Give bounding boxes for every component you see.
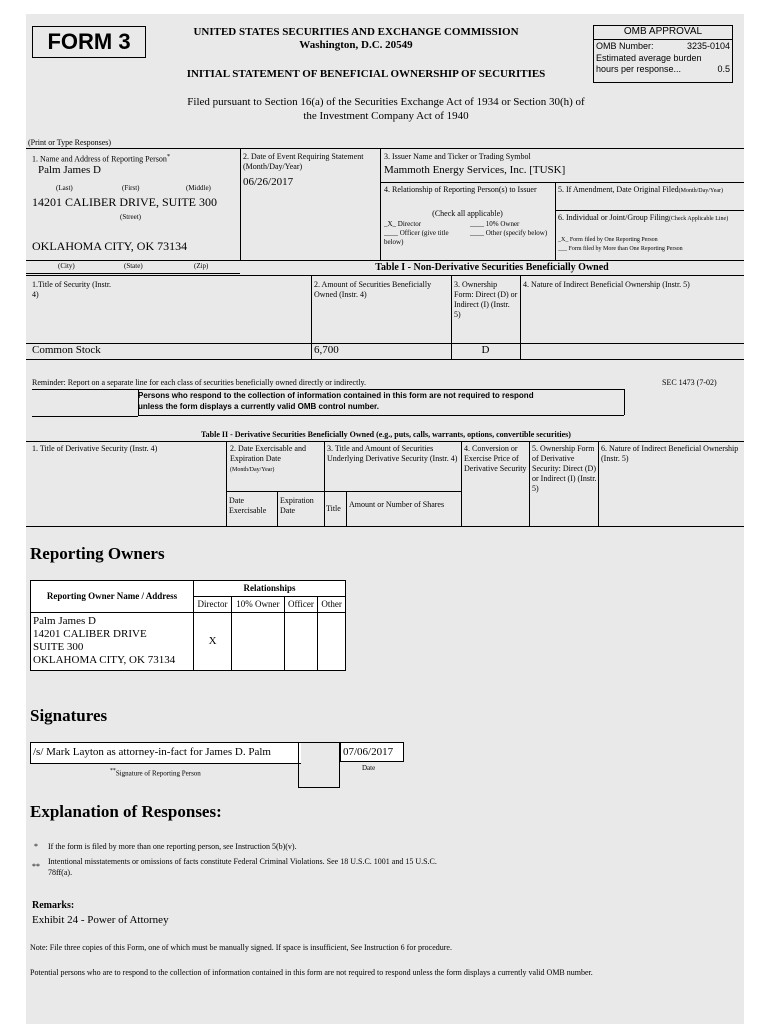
table2-col-expiration-date: Expiration Date — [280, 496, 314, 515]
omb-approval-box — [593, 25, 733, 83]
ro-owner-city: OKLAHOMA CITY, OK 73134 — [33, 654, 176, 666]
table1-row-form: D — [481, 344, 490, 356]
reminder-text: Reminder: Report on a separate line for each class of securities beneficially owned directly or indirectly. — [32, 378, 367, 387]
note1-mark: * — [34, 842, 38, 851]
table2-col-ownership: 5. Ownership Form of Derivative Security: Direct (D) or Indirect (I) (Instr. 5) — [532, 444, 597, 493]
table2-title: Table II - Derivative Securities Beneficially Owned (e.g., puts, calls, warrants, options, convertible securities) — [201, 430, 571, 439]
signature-label-mark: ** — [110, 768, 116, 774]
ro-officer-value — [284, 613, 318, 671]
state-label: (State) — [124, 262, 143, 270]
table1-row-title: Common Stock — [32, 344, 101, 356]
ro-relationships-header: Relationships — [194, 581, 346, 597]
table1-col-amount: 2. Amount of Securities Beneficially Owned (Instr. 4) — [314, 280, 432, 299]
omb-hours-value: 0.5 — [717, 64, 730, 74]
filed-pursuant-line-1: Filed pursuant to Section 16(a) of the Securities Exchange Act of 1934 or Section 30(h) of — [187, 96, 585, 108]
ro-owner-name: Palm James D — [33, 615, 96, 627]
amendment-sub: (Month/Day/Year) — [678, 188, 724, 194]
agency-location: Washington, D.C. 20549 — [299, 39, 413, 51]
last-name-label: (Last) — [56, 184, 73, 192]
first-name-label: (First) — [122, 184, 140, 192]
table2-col-amount-shares: Amount or Number of Shares — [349, 500, 445, 509]
persons-notice-line-1: Persons who respond to the collection of information contained in this form are not required to respond — [138, 391, 534, 400]
form-title: INITIAL STATEMENT OF BENEFICIAL OWNERSHIP OF SECURITIES — [186, 68, 546, 80]
issuer-label: 3. Issuer Name and Ticker or Trading Symbol — [384, 152, 531, 161]
table1-title: Table I - Non-Derivative Securities Beneficially Owned — [375, 262, 609, 273]
signatures-heading: Signatures — [30, 706, 108, 725]
omb-number-row — [594, 40, 732, 53]
file-copies-note: Note: File three copies of this Form, one of which must be manually signed. If space is insufficient, See Instruction 6 for procedure. — [30, 943, 452, 952]
omb-number-value: 3235-0104 — [686, 41, 730, 51]
potential-persons-note: Potential persons who are to respond to the collection of information contained in this form are not required to respond unless the form displays a currently valid OMB number. — [30, 968, 593, 977]
signature-label — [110, 767, 201, 778]
form-page — [26, 14, 744, 1024]
table1-row-amount: 6,700 — [314, 344, 339, 356]
amendment-label-text: 5. If Amendment, Date Original Filed — [558, 185, 679, 194]
form-label: FORM 3 — [32, 26, 146, 58]
director-check: _X_ Director — [384, 220, 422, 228]
reporting-owners-table — [30, 580, 346, 671]
city-label: (City) — [58, 262, 75, 270]
reporting-person-name: Palm James D — [38, 164, 101, 176]
ro-owner-suite: SUITE 300 — [33, 641, 84, 653]
zip-label: (Zip) — [194, 262, 209, 270]
ro-ten-pct-value — [232, 613, 285, 671]
ro-director-value: X — [194, 613, 232, 671]
ro-col-name: Reporting Owner Name / Address — [31, 581, 194, 613]
table2-col-nature: 6. Nature of Indirect Beneficial Ownership (Instr. 5) — [601, 444, 739, 463]
note1-text: If the form is filed by more than one reporting person, see Instruction 5(b)(v). — [48, 842, 297, 851]
check-all-applicable: (Check all applicable) — [432, 209, 503, 218]
middle-name-label: (Middle) — [186, 184, 211, 192]
ro-col-other: Other — [318, 597, 346, 613]
street-label: (Street) — [120, 213, 141, 221]
ro-other-value — [318, 613, 346, 671]
note2-text-line-2: 78ff(a). — [48, 868, 73, 877]
table2-col-underlying: 3. Title and Amount of Securities Underlying Derivative Security (Instr. 4) — [327, 444, 458, 463]
filing-type-label — [558, 213, 742, 224]
note2-mark: ** — [32, 862, 40, 871]
officer-check: ____ Officer (give title below) — [384, 229, 449, 246]
print-note: (Print or Type Responses) — [28, 138, 112, 147]
date-label: Date — [362, 764, 376, 772]
reporting-person-label — [32, 152, 170, 165]
sec-code: SEC 1473 (7-02) — [662, 378, 717, 387]
reminder-rule — [32, 389, 138, 417]
ro-owner-street: 14201 CALIBER DRIVE — [33, 628, 147, 640]
signature-box — [298, 742, 340, 788]
signature-date: 07/06/2017 — [340, 742, 404, 762]
signature-field — [30, 742, 301, 764]
filing-type-label-text: 6. Individual or Joint/Group Filing — [558, 213, 669, 222]
ro-col-officer: Officer — [284, 597, 318, 613]
explanation-heading: Explanation of Responses: — [30, 802, 222, 821]
omb-title: OMB APPROVAL — [594, 26, 732, 40]
amendment-label — [558, 185, 742, 196]
omb-hours-row — [594, 64, 732, 75]
omb-burden-label: Estimated average burden — [596, 53, 702, 63]
omb-hours-label: hours per response... — [596, 64, 682, 74]
persons-notice-line-2: unless the form displays a currently valid OMB control number. — [138, 402, 379, 411]
reporting-person-label-mark: * — [166, 153, 171, 160]
table2-col-title: 1. Title of Derivative Security (Instr. 4) — [32, 444, 158, 453]
ro-owner-cell — [31, 613, 194, 671]
reporting-owners-heading: Reporting Owners — [30, 544, 165, 563]
relationship-label: 4. Relationship of Reporting Person(s) to Issuer — [384, 185, 537, 194]
multiple-reporting-persons-option: ___ Form filed by More than One Reporting Person — [558, 246, 683, 252]
table2-col-dates-sub: (Month/Day/Year) — [230, 467, 275, 473]
table1-col-title: 1.Title of Security (Instr. 4) — [32, 280, 112, 299]
street-address: 14201 CALIBER DRIVE, SUITE 300 — [32, 195, 217, 209]
signature-label-text: Signature of Reporting Person — [115, 769, 201, 778]
city-state-zip: OKLAHOMA CITY, OK 73134 — [32, 239, 188, 253]
table2-col-conversion: 4. Conversion or Exercise Price of Derivative Security — [464, 444, 527, 473]
ro-col-ten-pct: 10% Owner — [232, 597, 285, 613]
omb-number-label: OMB Number: — [596, 41, 654, 51]
event-date-value: 06/26/2017 — [243, 176, 294, 188]
filing-type-sub: (Check Applicable Line) — [668, 216, 729, 222]
issuer-value: Mammoth Energy Services, Inc. [TUSK] — [384, 164, 566, 176]
one-reporting-person-option: _X_ Form filed by One Reporting Person — [558, 237, 658, 243]
reporting-person-label-text: 1. Name and Address of Reporting Person — [32, 154, 167, 164]
event-date-label: 2. Date of Event Requiring Statement (Month/Day/Year) — [243, 152, 364, 171]
table2-col-underlying-title: Title — [326, 504, 341, 513]
table1-col-form: 3. Ownership Form: Direct (D) or Indirect (I) (Instr. 5) — [454, 280, 518, 319]
note2-text-line-1: Intentional misstatements or omissions of facts constitute Federal Criminal Violations. See 18 U.S.C. 1001 and 15 U.S.C. — [48, 857, 437, 866]
remarks-label: Remarks: — [32, 900, 75, 911]
remarks-value: Exhibit 24 - Power of Attorney — [32, 914, 169, 926]
other-check: ____ Other (specify below) — [470, 229, 548, 237]
ro-col-director: Director — [194, 597, 232, 613]
table1-col-nature: 4. Nature of Indirect Beneficial Ownership (Instr. 5) — [523, 280, 690, 289]
table2-col-dates: 2. Date Exercisable and Expiration Date — [230, 444, 306, 463]
table2-col-date-exercisable: Date Exercisable — [229, 496, 267, 515]
filed-pursuant-line-2: the Investment Company Act of 1940 — [303, 110, 469, 122]
ten-pct-owner-check: ____ 10% Owner — [470, 220, 520, 228]
agency-title: UNITED STATES SECURITIES AND EXCHANGE COMMISSION — [193, 26, 519, 38]
signature-value: /s/ Mark Layton as attorney-in-fact for James D. Palm — [33, 746, 271, 758]
